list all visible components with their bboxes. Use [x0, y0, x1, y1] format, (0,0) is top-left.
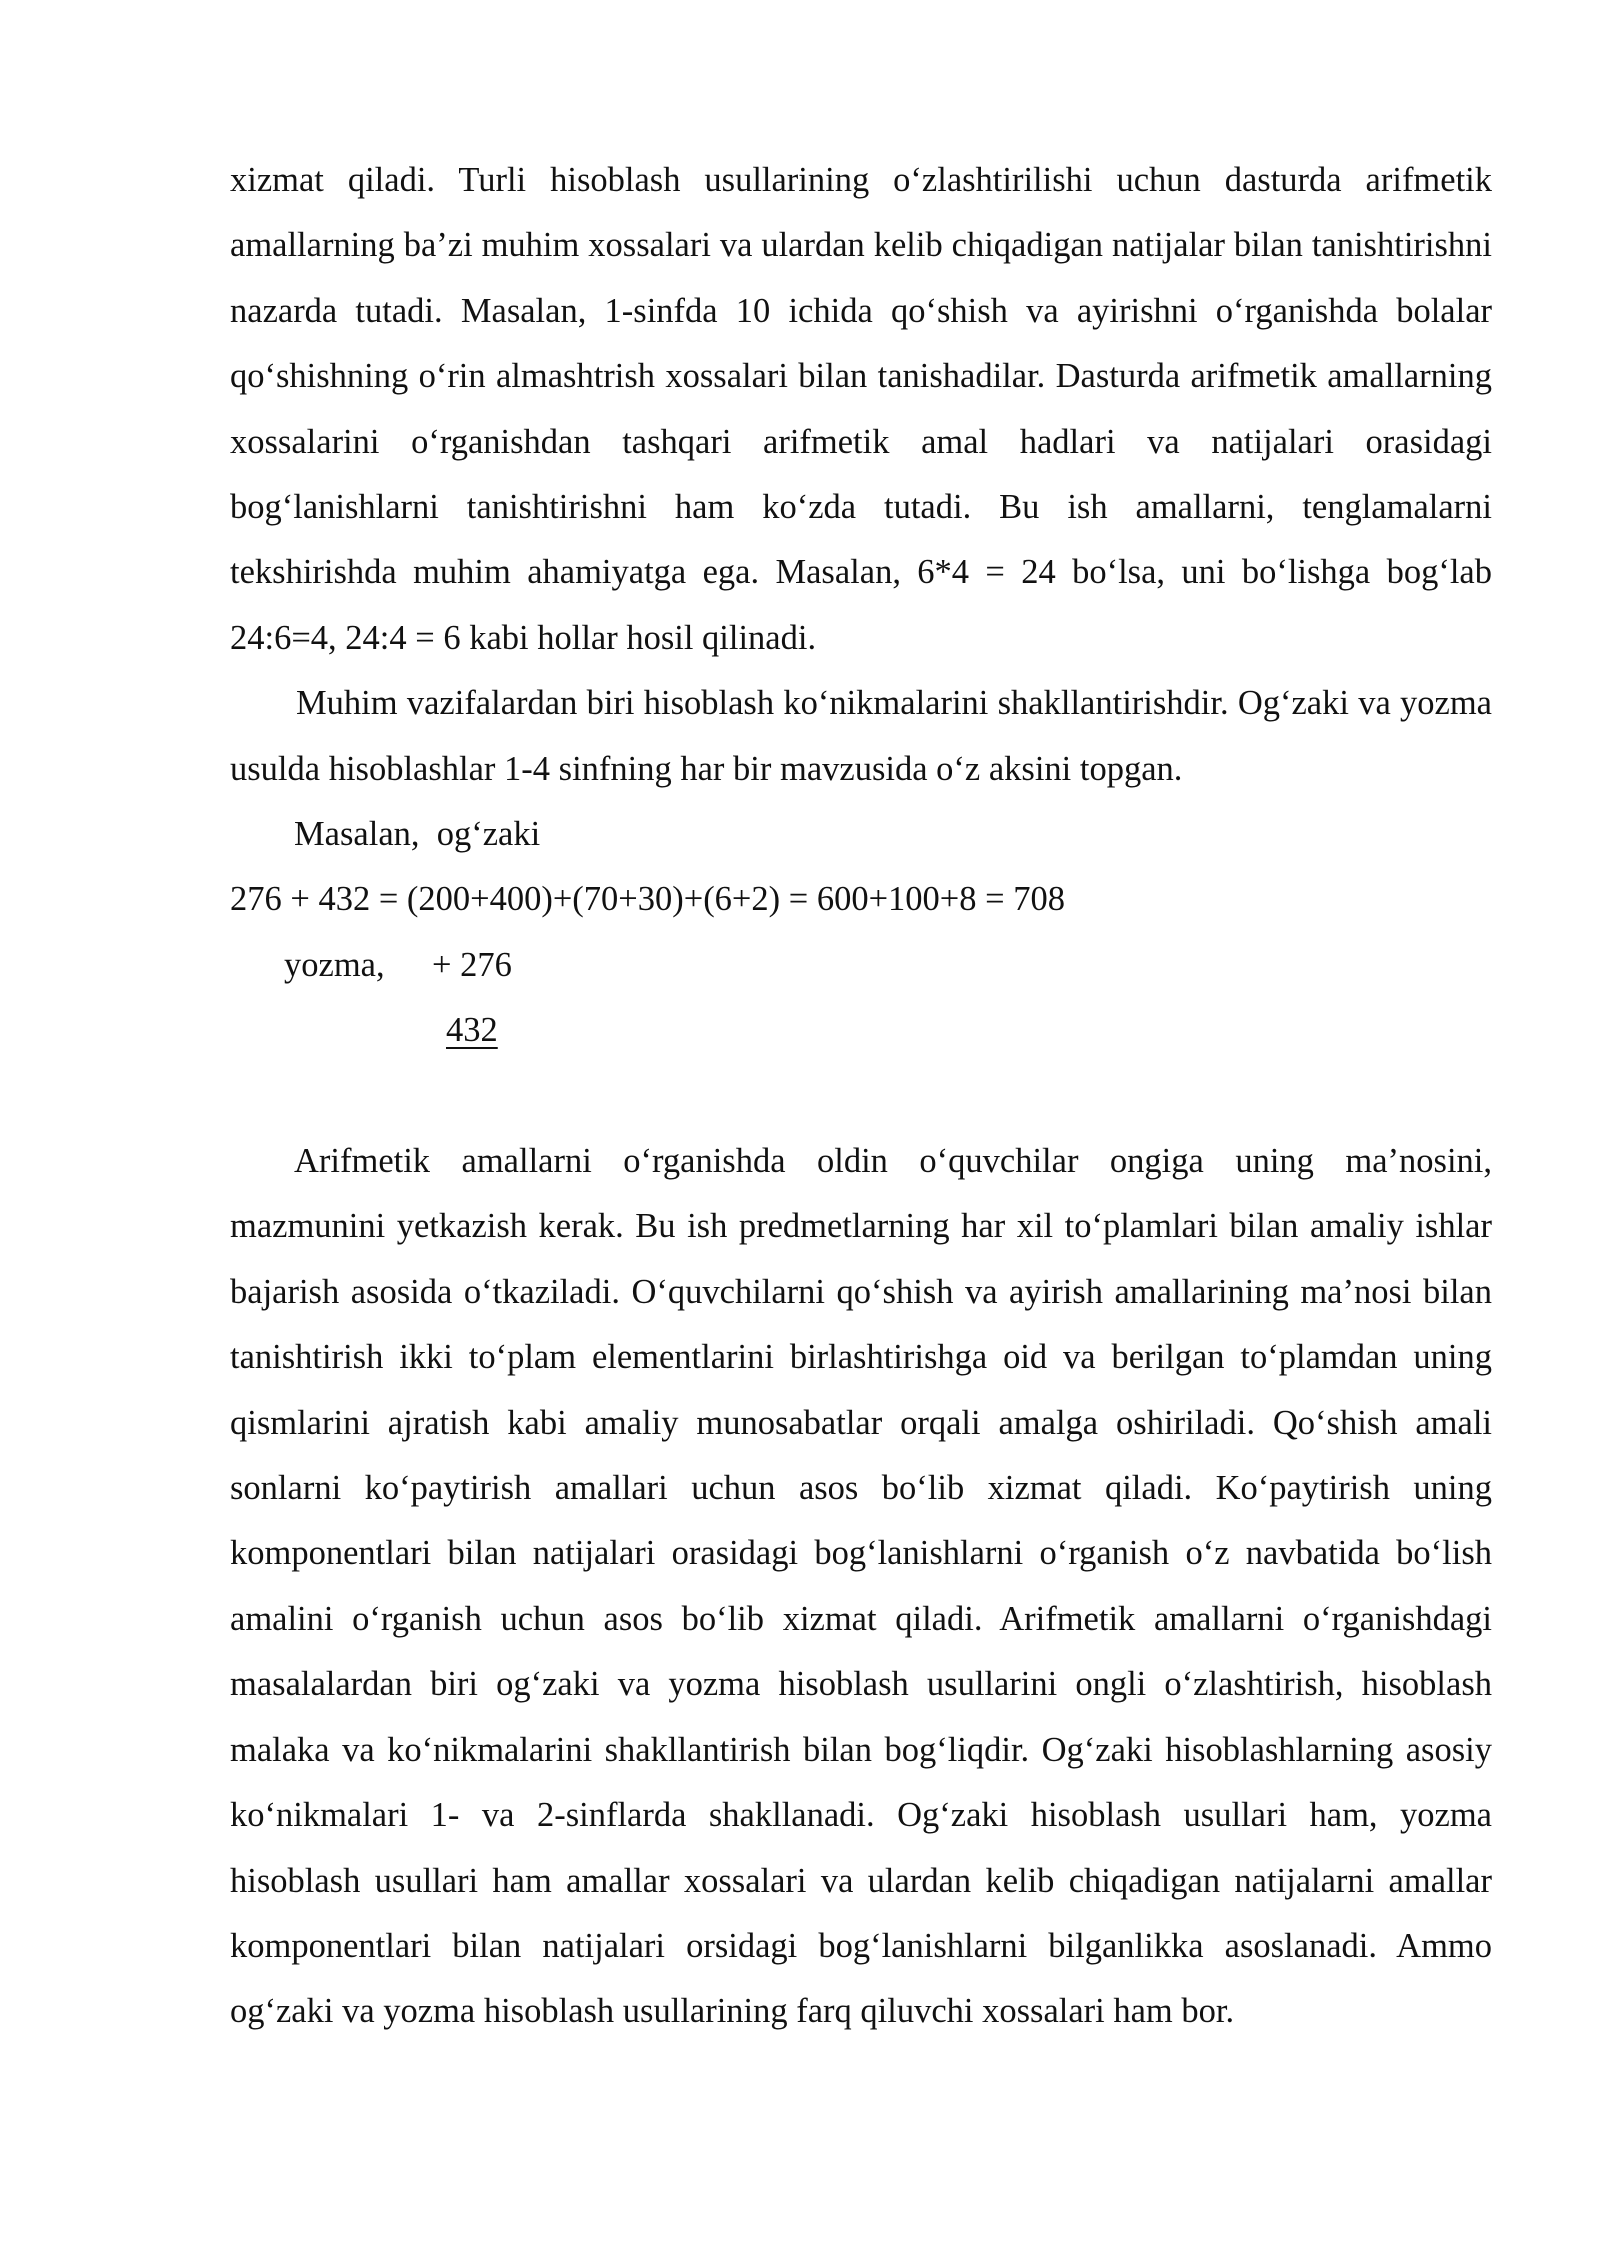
example-intro: Masalan, og‘zaki: [294, 815, 541, 854]
paragraph-2: Muhim vazifalardan biri hisoblash ko‘nikmalarini shakllantirishdir. Og‘zaki va yozma usulda hisoblashlar 1-4 sinfning har bir mavzusida o‘z aksini topgan.: [230, 684, 1492, 788]
blank-line: [230, 1064, 1492, 1129]
paragraph-1: xizmat qiladi. Turli hisoblash usullarining o‘zlashtirilishi uchun dasturda arifmetik amallarning ba’zi muhim xossalari va ulardan kelib chiqadigan natijalar bilan tanishtirishni nazarda tutadi. Masalan, 1-sinfda 10 ichida qo‘shish va ayirishni o‘rganishda bolalar qo‘shishning o‘rin almashtrish xossalari bilan tanishadilar. Dasturda arifmetik amallarning xossalarini o‘rganishdan tashqari arifmetik amal hadlari va natijalari orasidagi bog‘lanishlarni tanishtirishni ham ko‘zda tutadi. Bu ish amallarni, tenglamalarni tekshirishda muhim ahamiyatga ega. Masalan, 6*4 = 24 bo‘lsa, uni bo‘lishga bog‘lab 24:6=4, 24:4 = 6 kabi hollar hosil qilinadi.: [230, 161, 1492, 657]
document-page: [230, 148, 1492, 2045]
oral-equation: 276 + 432 = (200+400)+(70+30)+(6+2) = 600+100+8 = 708: [230, 880, 1065, 919]
written-label: yozma,: [284, 945, 385, 984]
written-bottom-operand: 432: [446, 1011, 498, 1050]
paragraph-3: Arifmetik amallarni o‘rganishda oldin o‘quvchilar ongiga uning ma’nosini, mazmunini yetkazish kerak. Bu ish predmetlarning har xil to‘plamlari bilan amaliy ishlar bajarish asosida o‘tkaziladi. O‘quvchilarni qo‘shish va ayirish amallarining ma’nosi bilan tanishtirish ikki to‘plam elementlarini birlashtirishga oid va berilgan to‘plamdan uning qismlarini ajratish kabi amaliy munosabatlar orqali amalga oshiriladi. Qo‘shish amali sonlarni ko‘paytirish amallari uchun asos bo‘lib xizmat qiladi. Ko‘paytirish uning komponentlari bilan natijalari orasidagi bog‘lanishlarni o‘rganish o‘z navbatida bo‘lish amalini o‘rganish uchun asos bo‘lib xizmat qiladi. Arifmetik amallarni o‘rganishdagi masalalardan biri og‘zaki va yozma hisoblash usullarini ongli o‘zlashtirish, hisoblash malaka va ko‘nikmalarini shakllantirish bilan bog‘liqdir. Og‘zaki hisoblashlarning asosiy ko‘nikmalari 1- va 2-sinflarda shakllanadi. Og‘zaki hisoblash usullari ham, yozma hisoblash usullari ham amallar xossalari va ulardan kelib chiqadigan natijalarni amallar komponentlari bilan natijalari orsidagi bog‘lanishlarni bilganlikka asoslanadi. Ammo og‘zaki va yozma hisoblash usullarining farq qiluvchi xossalari ham bor.: [230, 1142, 1492, 2031]
written-calc-bottom-row: [230, 998, 1492, 1063]
written-top-operand: + 276: [432, 945, 512, 984]
written-calc-top-row: [230, 933, 1492, 998]
